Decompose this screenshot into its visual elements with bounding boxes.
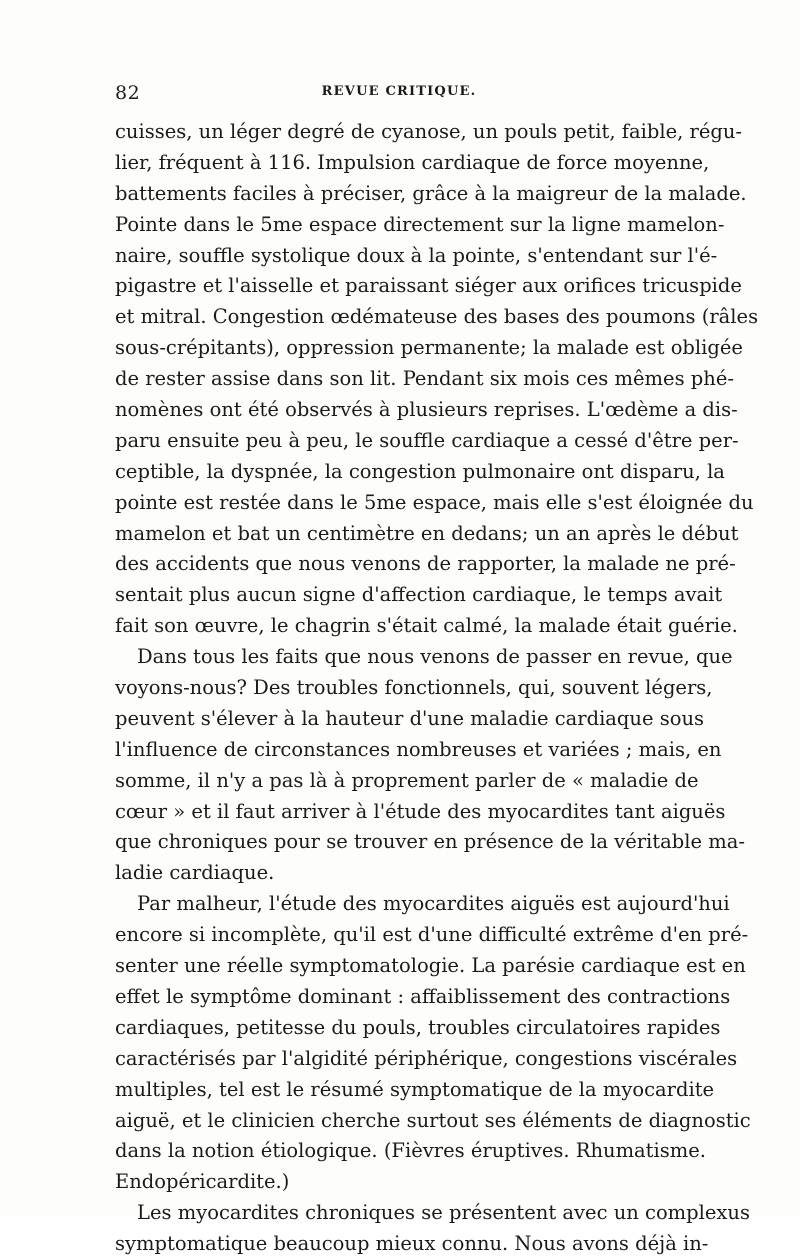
running-head: REVUE CRITIQUE. (321, 84, 477, 99)
text-line: peuvent s'élever à la hauteur d'une maladie cardiaque sous (115, 706, 705, 730)
text-line: somme, il n'y a pas là à proprement parler de « maladie de (115, 768, 699, 792)
text-line: cœur » et il faut arriver à l'étude des myocardites tant aiguës (115, 799, 726, 823)
text-line: caractérisés par l'algidité périphérique, congestions viscérales (115, 1046, 738, 1070)
text-line: ceptible, la dyspnée, la congestion pulmonaire ont disparu, la (115, 459, 725, 483)
text-line: sous-crépitants), oppression permanente; la malade est obligée (115, 336, 743, 360)
text-line: lier, fréquent à 116. Impulsion cardiaque de force moyenne, (115, 150, 710, 174)
text-line: battements faciles à préciser, grâce à la maigreur de la malade. (115, 181, 747, 205)
text-line: cardiaques, petitesse du pouls, troubles circulatoires rapides (115, 1015, 721, 1039)
text-line: aiguë, et le clinicien cherche surtout ses éléments de diagnostic (115, 1108, 751, 1132)
text-line: dans la notion étiologique. (Fièvres éruptives. Rhumatisme. (115, 1139, 706, 1163)
text-line: mamelon et bat un centimètre en dedans; un an après le début (115, 521, 739, 545)
body-text (115, 117, 759, 1260)
text-line: Endopéricardite.) (115, 1170, 290, 1194)
text-line: nomènes ont été observés à plusieurs reprises. L'œdème a dis- (115, 398, 738, 422)
text-line: cuisses, un léger degré de cyanose, un pouls petit, faible, régu- (115, 120, 742, 143)
text-line: sentait plus aucun signe d'affection cardiaque, le temps avait (115, 583, 723, 607)
text-line: naire, souffle systolique doux à la pointe, s'entendant sur l'é- (115, 243, 718, 267)
text-line: senter une réelle symptomatologie. La parésie cardiaque est en (115, 954, 746, 978)
text-line: multiples, tel est le résumé symptomatique de la myocardite (115, 1077, 715, 1101)
text-line: symptomatique beaucoup mieux connu. Nous avons déjà in- (115, 1232, 709, 1256)
text-line: pigastre et l'aisselle et paraissant siéger aux orifices tricuspide (115, 274, 742, 298)
text-line: et mitral. Congestion œdémateuse des bases des poumons (râles (115, 305, 759, 329)
page-number: 82 (115, 82, 141, 104)
text-line: encore si incomplète, qu'il est d'une difficulté extrême d'en pré- (115, 923, 749, 947)
page-header (113, 82, 685, 112)
text-line: des accidents que nous venons de rapporter, la malade ne pré- (115, 552, 736, 576)
text-line: effet le symptôme dominant : affaiblissement des contractions (115, 984, 731, 1008)
text-line: ladie cardiaque. (115, 861, 275, 885)
text-line: voyons-nous? Des troubles fonctionnels, qui, souvent légers, (115, 676, 713, 700)
text-line: de rester assise dans son lit. Pendant six mois ces mêmes phé- (115, 367, 734, 391)
text-line: Pointe dans le 5me espace directement sur la ligne mamelon- (115, 212, 725, 236)
text-line: l'influence de circonstances nombreuses et variées ; mais, en (115, 737, 722, 761)
paragraph-start-line: Dans tous les faits que nous venons de passer en revue, que (137, 645, 733, 669)
text-line: paru ensuite peu à peu, le souffle cardiaque a cessé d'être per- (115, 428, 739, 452)
text-line: pointe est restée dans le 5me espace, mais elle s'est éloignée du (115, 490, 754, 514)
paragraph-start-line: Les myocardites chroniques se présentent avec un complexus (137, 1201, 750, 1225)
paragraph-start-line: Par malheur, l'étude des myocardites aiguës est aujourd'hui (137, 892, 730, 916)
text-line: fait son œuvre, le chagrin s'était calmé, la malade était guérie. (115, 614, 738, 638)
text-line: que chroniques pour se trouver en présence de la véritable ma- (115, 830, 745, 854)
